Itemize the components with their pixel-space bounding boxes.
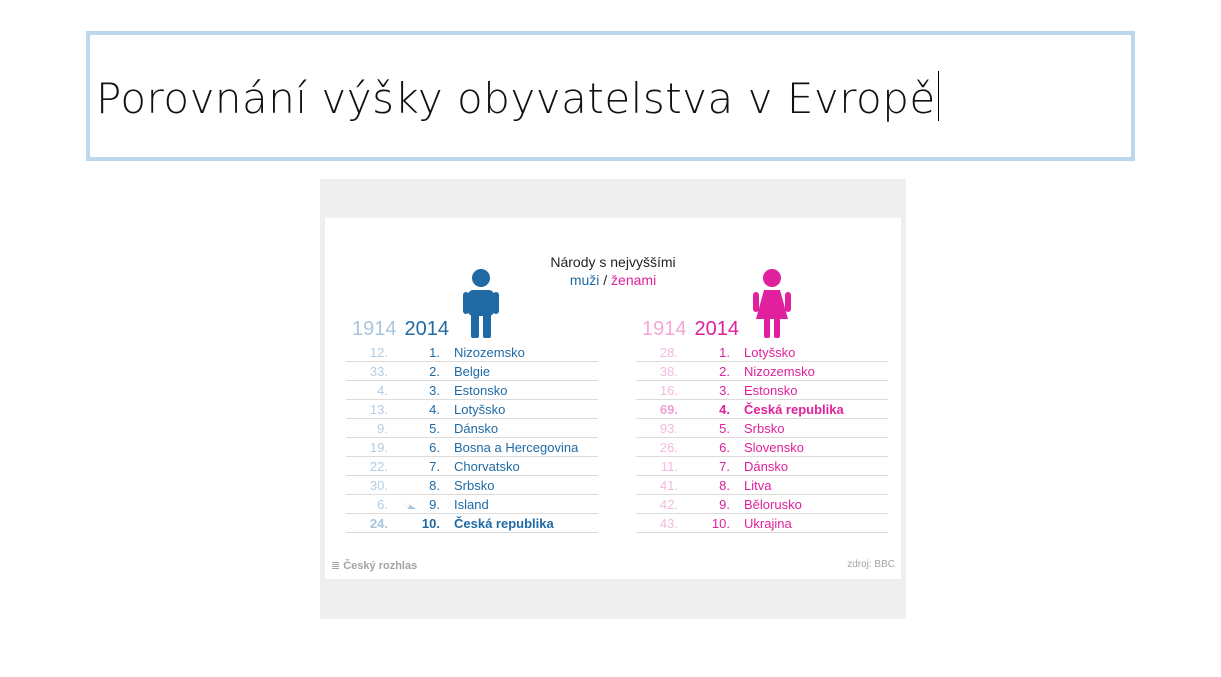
women-row-old: 69. bbox=[659, 402, 678, 417]
women-row-name: Nizozemsko bbox=[744, 364, 815, 379]
men-row-old: 4. bbox=[377, 383, 388, 398]
men-row-name: Bosna a Hercegovina bbox=[454, 440, 579, 455]
men-years-header bbox=[352, 318, 449, 341]
women-row-name: Estonsko bbox=[744, 383, 798, 398]
male-figure-icon bbox=[461, 269, 501, 339]
women-row bbox=[636, 343, 888, 362]
men-row bbox=[346, 362, 598, 381]
women-row-name: Ukrajina bbox=[744, 516, 792, 531]
slide-title[interactable]: Porovnání výšky obyvatelstva v Evropě bbox=[96, 71, 939, 123]
women-row-old: 11. bbox=[660, 459, 678, 474]
text-cursor bbox=[938, 71, 939, 121]
men-row bbox=[346, 400, 598, 419]
women-row-name: Litva bbox=[744, 478, 772, 493]
infographic-subheading bbox=[325, 272, 901, 288]
men-row-old: 30. bbox=[369, 478, 388, 493]
women-year-old: 1914 bbox=[642, 318, 687, 340]
men-row-old: 6. bbox=[377, 497, 388, 512]
women-row bbox=[636, 476, 888, 495]
women-row-rank: 3. bbox=[719, 383, 730, 398]
men-row-old: 9. bbox=[377, 421, 388, 436]
source-note: zdroj: BBC bbox=[847, 559, 895, 570]
men-row-name: Srbsko bbox=[454, 478, 495, 493]
women-row bbox=[636, 438, 888, 457]
men-row-rank: 1. bbox=[429, 345, 440, 360]
women-row-old: 93. bbox=[659, 421, 678, 436]
men-row-name: Nizozemsko bbox=[454, 345, 525, 360]
women-year-new: 2014 bbox=[694, 318, 739, 340]
men-row-rank: 6. bbox=[429, 440, 440, 455]
female-figure-icon bbox=[752, 269, 792, 339]
women-row-old: 28. bbox=[659, 345, 678, 360]
infographic-panel bbox=[325, 218, 901, 579]
men-row-rank: 2. bbox=[429, 364, 440, 379]
infographic-heading: Národy s nejvyššími bbox=[550, 254, 676, 270]
women-row-name: Slovensko bbox=[744, 440, 804, 455]
women-row bbox=[636, 514, 888, 533]
women-row bbox=[636, 381, 888, 400]
men-row bbox=[346, 514, 598, 533]
women-row-old: 26. bbox=[659, 440, 678, 455]
men-row-rank: 8. bbox=[429, 478, 440, 493]
women-row-rank: 6. bbox=[719, 440, 730, 455]
men-row bbox=[346, 343, 598, 362]
women-row-old: 42. bbox=[659, 497, 678, 512]
heading-women-label: ženami bbox=[611, 272, 657, 288]
men-row-old: 33. bbox=[369, 364, 388, 379]
men-row-name: Lotyšsko bbox=[454, 402, 506, 417]
men-row-name: Estonsko bbox=[454, 383, 508, 398]
men-row bbox=[346, 495, 598, 514]
brand-logo bbox=[331, 559, 417, 572]
women-row-rank: 9. bbox=[719, 497, 730, 512]
women-row-rank: 8. bbox=[719, 478, 730, 493]
men-year-new: 2014 bbox=[404, 318, 449, 340]
men-row bbox=[346, 381, 598, 400]
women-row-old: 41. bbox=[659, 478, 678, 493]
heading-men-label: muži bbox=[569, 272, 600, 288]
men-year-old: 1914 bbox=[352, 318, 397, 340]
women-row bbox=[636, 400, 888, 419]
heading-separator: / bbox=[603, 272, 608, 288]
men-row-name: Česká republika bbox=[454, 516, 554, 531]
women-row bbox=[636, 495, 888, 514]
men-row-old: 13. bbox=[369, 402, 388, 417]
women-row-name: Česká republika bbox=[744, 402, 844, 417]
men-row bbox=[346, 438, 598, 457]
women-row bbox=[636, 457, 888, 476]
men-row bbox=[346, 419, 598, 438]
women-row-rank: 2. bbox=[719, 364, 730, 379]
women-row-name: Dánsko bbox=[744, 459, 789, 474]
slide-title-box[interactable] bbox=[86, 31, 1135, 161]
women-row-rank: 5. bbox=[719, 421, 730, 436]
women-row-rank: 1. bbox=[719, 345, 730, 360]
women-row-name: Lotyšsko bbox=[744, 345, 796, 360]
women-row bbox=[636, 419, 888, 438]
men-row-old: 12. bbox=[369, 345, 388, 360]
men-row-rank: 3. bbox=[429, 383, 440, 398]
men-row-old: 19. bbox=[369, 440, 388, 455]
women-row-rank: 7. bbox=[719, 459, 730, 474]
men-row-old: 22. bbox=[369, 459, 388, 474]
men-row-rank: 10. bbox=[421, 516, 440, 531]
men-row-rank: 4. bbox=[429, 402, 440, 417]
brand-icon: ≣ bbox=[331, 560, 341, 572]
women-row-rank: 4. bbox=[719, 402, 730, 417]
infographic-image[interactable] bbox=[320, 179, 906, 619]
down-arrow-icon bbox=[396, 500, 416, 510]
men-row-old: 24. bbox=[369, 516, 388, 531]
men-row-rank: 5. bbox=[429, 421, 440, 436]
women-row-name: Srbsko bbox=[744, 421, 785, 436]
men-row bbox=[346, 457, 598, 476]
women-row-name: Bělorusko bbox=[744, 497, 802, 512]
men-row-name: Island bbox=[454, 497, 489, 512]
men-row-rank: 7. bbox=[429, 459, 440, 474]
women-row bbox=[636, 362, 888, 381]
women-row-old: 16. bbox=[659, 383, 678, 398]
men-row-name: Chorvatsko bbox=[454, 459, 520, 474]
men-row-name: Belgie bbox=[454, 364, 491, 379]
brand-name: Český rozhlas bbox=[343, 560, 418, 572]
women-row-rank: 10. bbox=[711, 516, 730, 531]
women-row-old: 43. bbox=[659, 516, 678, 531]
women-years-header bbox=[642, 318, 739, 341]
women-row-old: 38. bbox=[659, 364, 678, 379]
men-row-name: Dánsko bbox=[454, 421, 499, 436]
men-row bbox=[346, 476, 598, 495]
men-row-rank: 9. bbox=[429, 497, 440, 512]
